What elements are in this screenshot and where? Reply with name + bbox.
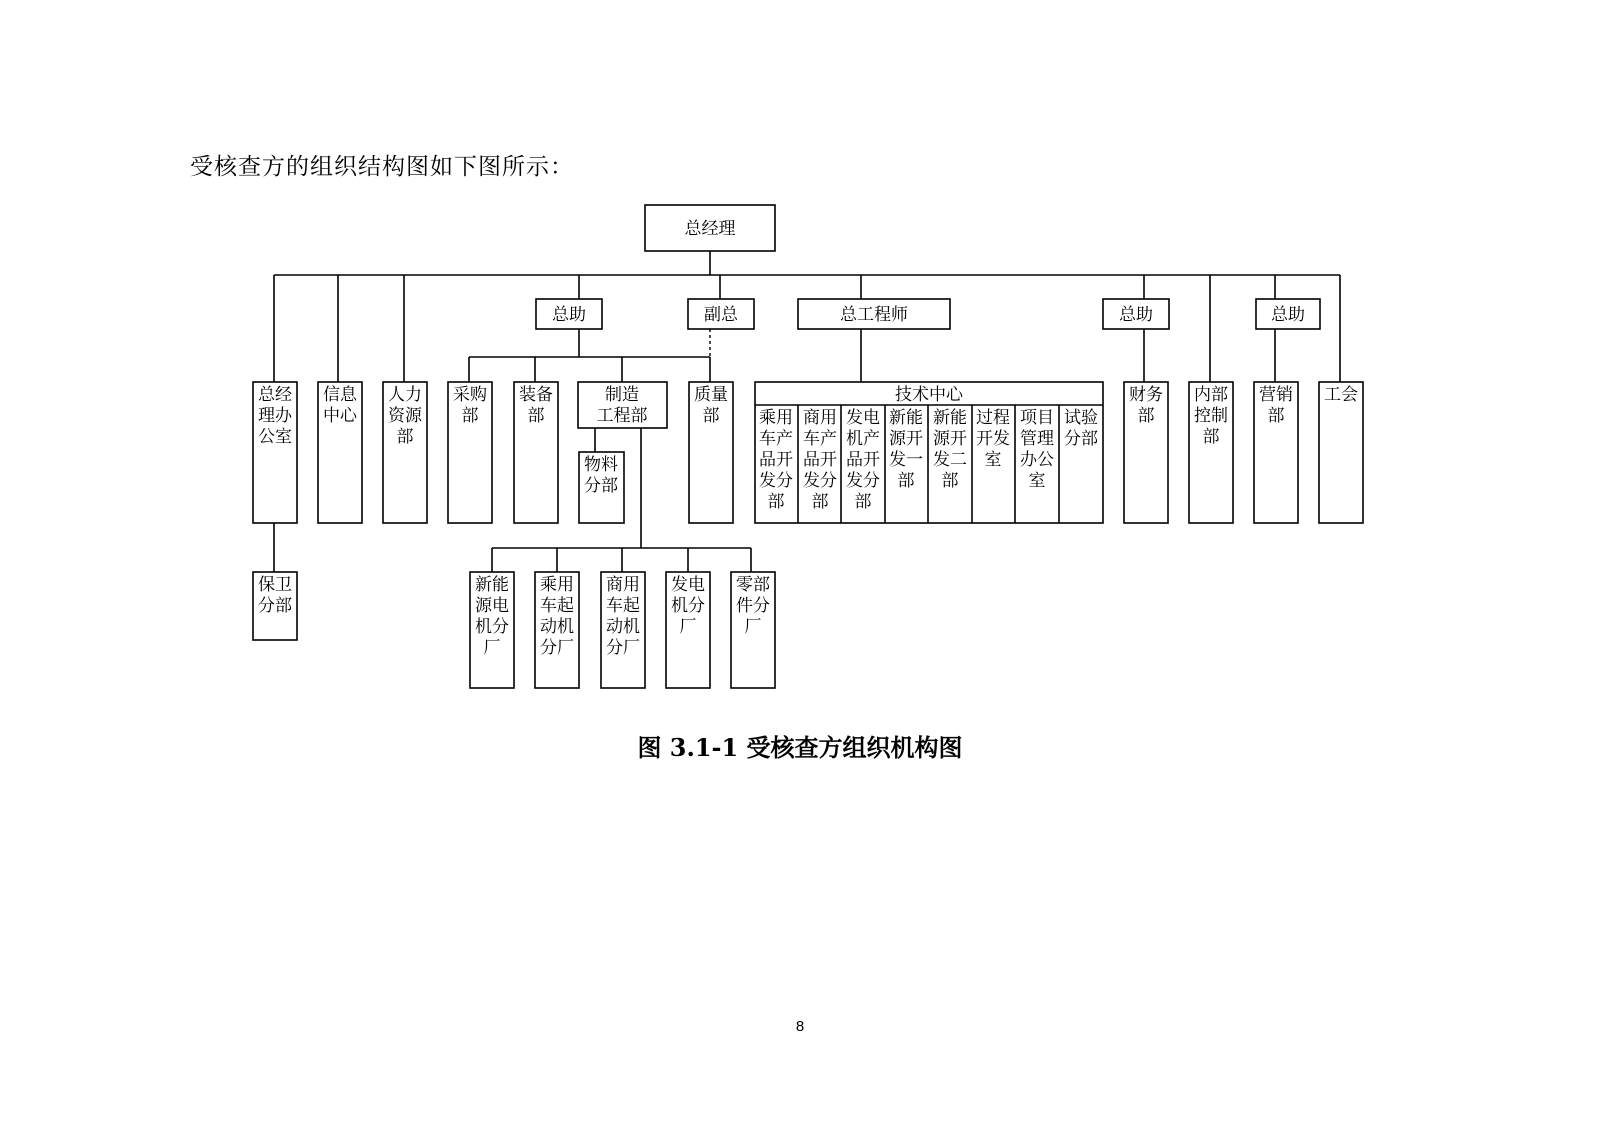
cv-product-dev-label: 商用车产品开发分部 (803, 408, 837, 512)
manufacturing-eng-label: 制造工程部 (596, 385, 648, 426)
materials-branch-label: 物料分部 (584, 455, 618, 496)
assistant-gm-2-label: 总助 (1119, 305, 1153, 325)
ne-dev-2-label: 新能源开发二部 (933, 408, 967, 491)
gm-office-label: 总经理办公室 (258, 385, 292, 447)
info-center-label: 信息中心 (323, 385, 357, 426)
purchasing-dept-label: 采购部 (453, 385, 487, 426)
page-number: 8 (795, 1018, 805, 1035)
ne-dev-1-label: 新能源开发一部 (889, 408, 923, 491)
cv-starter-plant-label: 商用车起动机分厂 (606, 575, 640, 658)
finance-dept-label: 财务部 (1129, 385, 1163, 426)
marketing-dept-label: 营销部 (1259, 385, 1293, 426)
project-mgmt-label: 项目管理办公室 (1020, 408, 1054, 491)
chief-engineer-label: 总工程师 (840, 305, 908, 325)
security-branch-label: 保卫分部 (258, 575, 292, 616)
generator-plant-label: 发电机分厂 (671, 575, 705, 637)
figure-caption: 图 3.1-1 受核查方组织机构图 (637, 733, 963, 762)
hr-dept-label: 人力资源部 (388, 385, 422, 447)
union-label: 工会 (1324, 385, 1358, 405)
general-manager-label: 总经理 (684, 219, 736, 239)
process-dev-label: 过程开发室 (976, 408, 1010, 470)
equipment-dept-label: 装备部 (519, 385, 553, 426)
deputy-gm-label: 副总 (704, 305, 738, 325)
testing-branch-label: 试验分部 (1064, 408, 1098, 449)
generator-product-dev-label: 发电机产品开发分部 (846, 408, 880, 512)
intro-text: 受核查方的组织结构图如下图所示： (190, 154, 574, 180)
ne-motor-plant-label: 新能源电机分厂 (475, 575, 509, 658)
assistant-gm-1-label: 总助 (552, 305, 586, 325)
pc-starter-plant-label: 乘用车起动机分厂 (540, 575, 574, 658)
parts-plant-label: 零部件分厂 (736, 575, 770, 637)
internal-control-label: 内部控制部 (1194, 385, 1228, 447)
tech-center-label: 技术中心 (895, 385, 963, 405)
pc-product-dev-label: 乘用车产品开发分部 (759, 408, 793, 512)
assistant-gm-3-label: 总助 (1271, 305, 1305, 325)
quality-dept-label: 质量部 (694, 385, 728, 426)
